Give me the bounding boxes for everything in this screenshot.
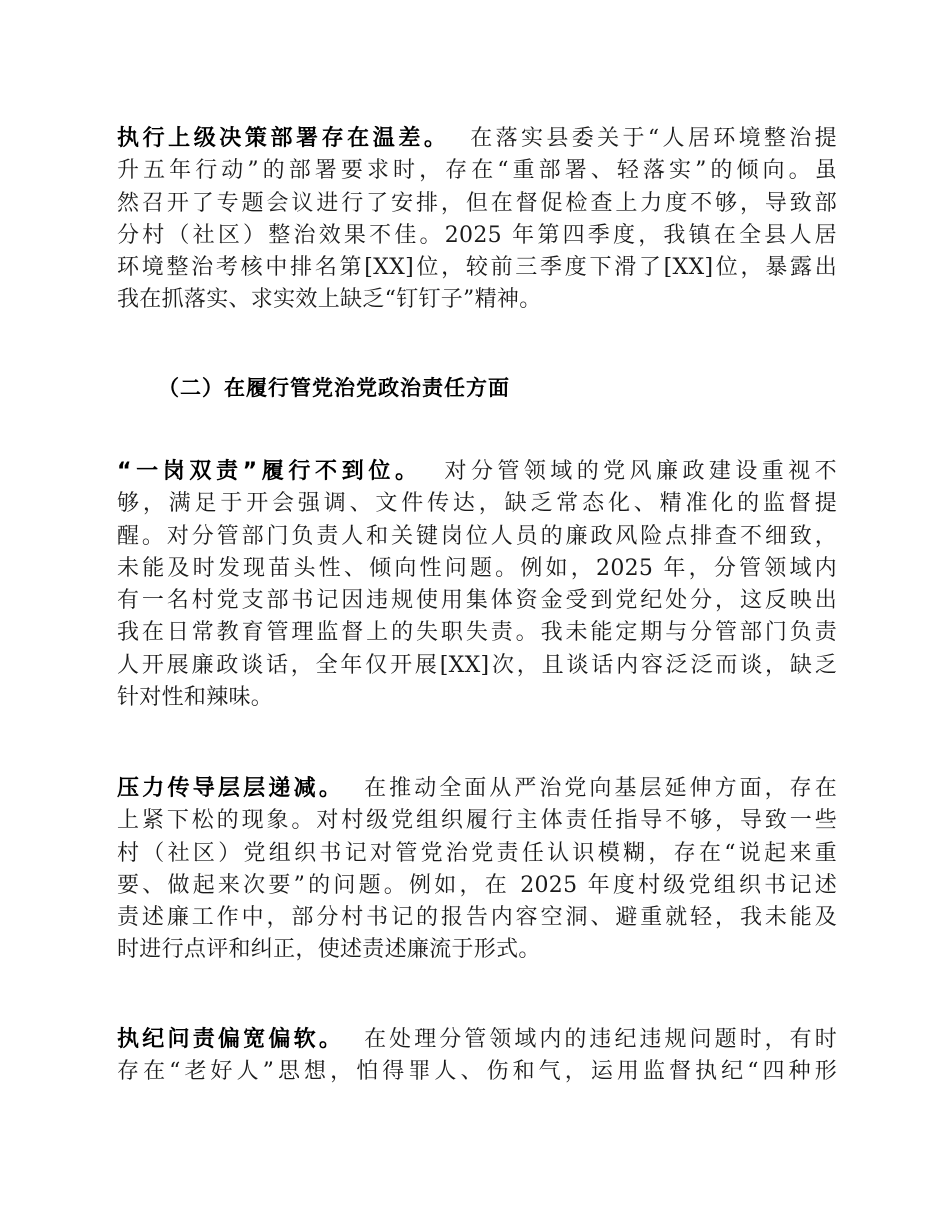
paragraph-text: 在处理分管领域内的违纪违规问题时，有时 [364,1027,837,1052]
paragraph-line: 我在日常教育管理监督上的失职失责。我未能定期与分管部门负责 [117,620,837,646]
paragraph-line: 时进行点评和纠正，使述责述廉流于形式。 [117,937,541,963]
paragraph-lead: “一岗双责”履行不到位。 [117,459,422,484]
paragraph-line: 上紧下松的现象。对村级党组织履行主体责任指导不够，导致一些 [117,808,837,834]
paragraph-line: 人开展廉政谈话，全年仅开展[XX]次，且谈话内容泛泛而谈，缺乏 [117,652,837,678]
paragraph-execution-gap [117,123,837,317]
paragraph-pressure-transmission [117,773,837,967]
paragraph-text: 在推动全面从严治党向基层延伸方面，存在 [364,776,837,801]
paragraph-line: 要、做起来次要”的问题。例如，在 2025 年度村级党组织书记述 [117,872,837,898]
paragraph-line: 针对性和辣味。 [117,685,274,711]
paragraph-lead: 执纪问责偏宽偏软。 [117,1027,345,1052]
paragraph-dual-responsibility [117,456,837,714]
paragraph-line: 村（社区）党组织书记对管党治党责任认识模糊，存在“说起来重 [117,840,837,866]
paragraph-line [117,456,837,488]
paragraph-line: 有一名村党支部书记因违规使用集体资金受到党纪处分，这反映出 [117,588,837,614]
paragraph-line: 存在“老好人”思想，怕得罪人、伤和气，运用监督执纪“四种形 [117,1059,837,1085]
paragraph-line: 未能及时发现苗头性、倾向性问题。例如，2025 年，分管领域内 [117,555,837,581]
paragraph-line: 醒。对分管部门负责人和关键岗位人员的廉政风险点排查不细致， [117,523,837,549]
paragraph-text: 在落实县委关于“人居环境整治提 [470,126,837,151]
paragraph-line: 够，满足于开会强调、文件传达，缺乏常态化、精准化的监督提 [117,491,837,517]
paragraph-lenient-discipline [117,1024,837,1089]
paragraph-line: 环境整治考核中排名第[XX]位，较前三季度下滑了[XX]位，暴露出 [117,255,837,281]
paragraph-line: 然召开了专题会议进行了安排，但在督促检查上力度不够，导致部 [117,190,837,216]
paragraph-line: 升五年行动”的部署要求时，存在“重部署、轻落实”的倾向。虽 [117,158,837,184]
section-heading: （二）在履行管党治党政治责任方面 [158,376,510,400]
paragraph-text: 对分管领域的党风廉政建设重视不 [444,459,837,484]
paragraph-line [117,1024,837,1056]
paragraph-lead: 执行上级决策部署存在温差。 [117,126,450,151]
paragraph-line [117,123,837,155]
paragraph-line: 分村（社区）整治效果不佳。2025 年第四季度，我镇在全县人居 [117,222,837,248]
paragraph-lead: 压力传导层层递减。 [117,776,345,801]
paragraph-line: 我在抓落实、求实效上缺乏“钉钉子”精神。 [117,287,542,313]
paragraph-line: 责述廉工作中，部分村书记的报告内容空洞、避重就轻，我未能及 [117,905,837,931]
paragraph-line [117,773,837,805]
